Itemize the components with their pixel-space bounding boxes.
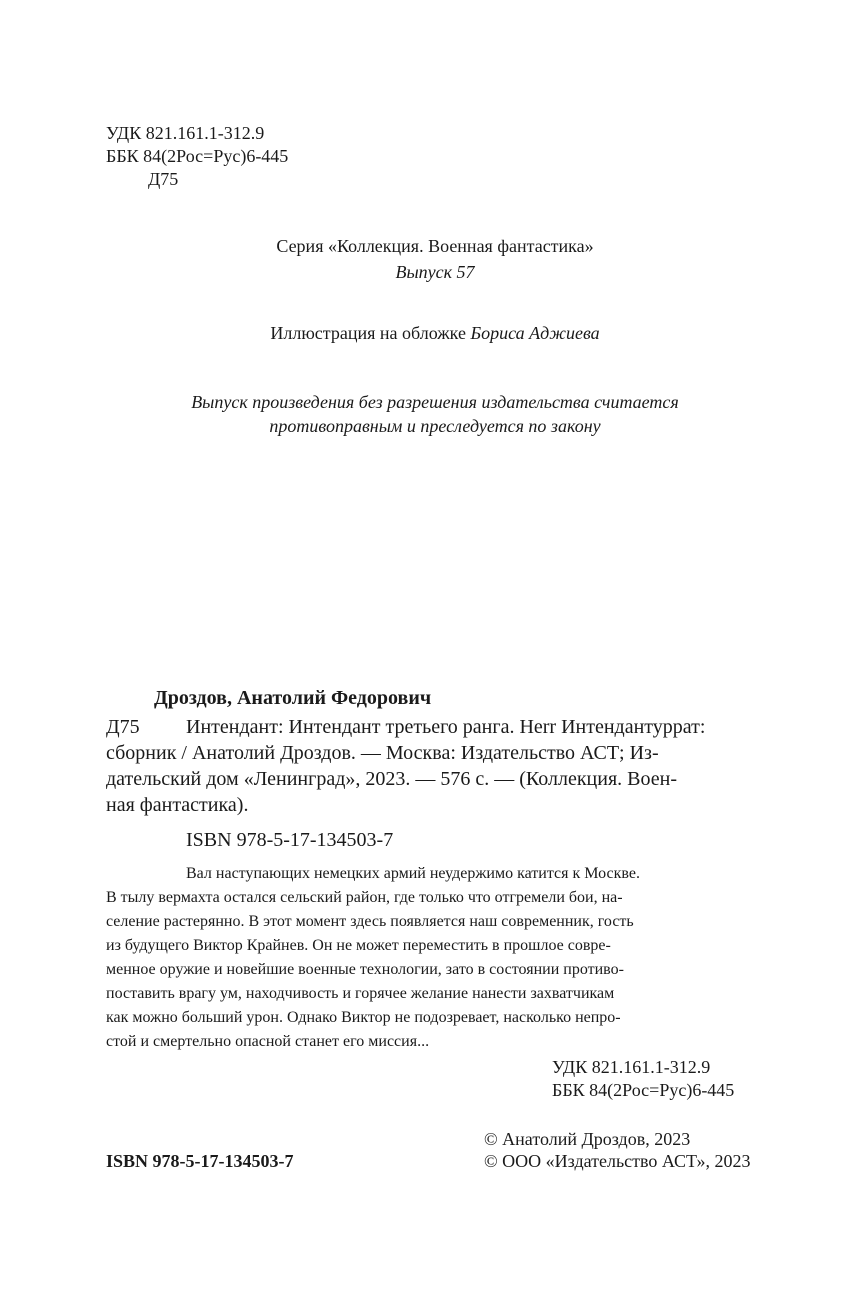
series-line: Серия «Коллекция. Военная фантастика» [276, 236, 594, 256]
annotation-line-2: В тылу вермахта остался сельский район, где только что отгремели бои, на- [106, 889, 623, 906]
footer-isbn: ISBN 978-5-17-134503-7 [106, 1151, 294, 1171]
annotation-line-5: менное оружие и новейшие военные технологии, зато в состоянии противо- [106, 961, 624, 978]
illustration-credit [0, 322, 845, 344]
copyright-author: © Анатолий Дроздов, 2023 [484, 1129, 691, 1149]
series-issue: Выпуск 57 [395, 262, 475, 282]
bib-line-1: сборник / Анатолий Дроздов. — Москва: Издательство АСТ; Из- [106, 742, 659, 764]
illustration-prefix: Иллюстрация на обложке [270, 323, 466, 343]
author-mark: Д75 [148, 169, 179, 189]
bbk-code: ББК 84(2Рос=Рус)6-445 [106, 146, 289, 166]
bib-isbn: ISBN 978-5-17-134503-7 [186, 829, 394, 851]
legal-notice-line-2: противоправным и преследуется по закону [269, 416, 601, 436]
annotation-line-6: поставить врагу ум, находчивость и горячее желание нанести захватчикам [106, 985, 615, 1002]
bib-title-line: Интендант: Интендант третьего ранга. Herr Интендантуррат: [186, 716, 706, 738]
bib-mark: Д75 [106, 716, 140, 738]
annotation-line-1: Вал наступающих немецких армий неудержимо катится к Москве. [186, 865, 640, 882]
copyright-publisher: © ООО «Издательство АСТ», 2023 [484, 1151, 751, 1171]
annotation-line-7: как можно больший урон. Однако Виктор не подозревает, насколько непро- [106, 1009, 621, 1026]
annotation-line-3: селение растерянно. В этот момент здесь появляется наш современник, гость [106, 913, 634, 930]
author-heading: Дроздов, Анатолий Федорович [154, 687, 432, 709]
illustration-artist: Бориса Аджиева [470, 323, 600, 343]
bottom-bbk-code: ББК 84(2Рос=Рус)6-445 [552, 1080, 735, 1100]
bib-line-3: ная фантастика). [106, 794, 249, 816]
annotation-line-4: из будущего Виктор Крайнев. Он не может переместить в прошлое совре- [106, 937, 611, 954]
legal-notice-line-1: Выпуск произведения без разрешения издательства считается [191, 392, 679, 412]
annotation-line-8: стой и смертельно опасной станет его миссия... [106, 1033, 430, 1050]
udk-code: УДК 821.161.1-312.9 [106, 123, 265, 143]
bib-line-2: дательский дом «Ленинград», 2023. — 576 с. — (Коллекция. Воен- [106, 768, 677, 790]
bottom-udk-code: УДК 821.161.1-312.9 [552, 1057, 711, 1077]
